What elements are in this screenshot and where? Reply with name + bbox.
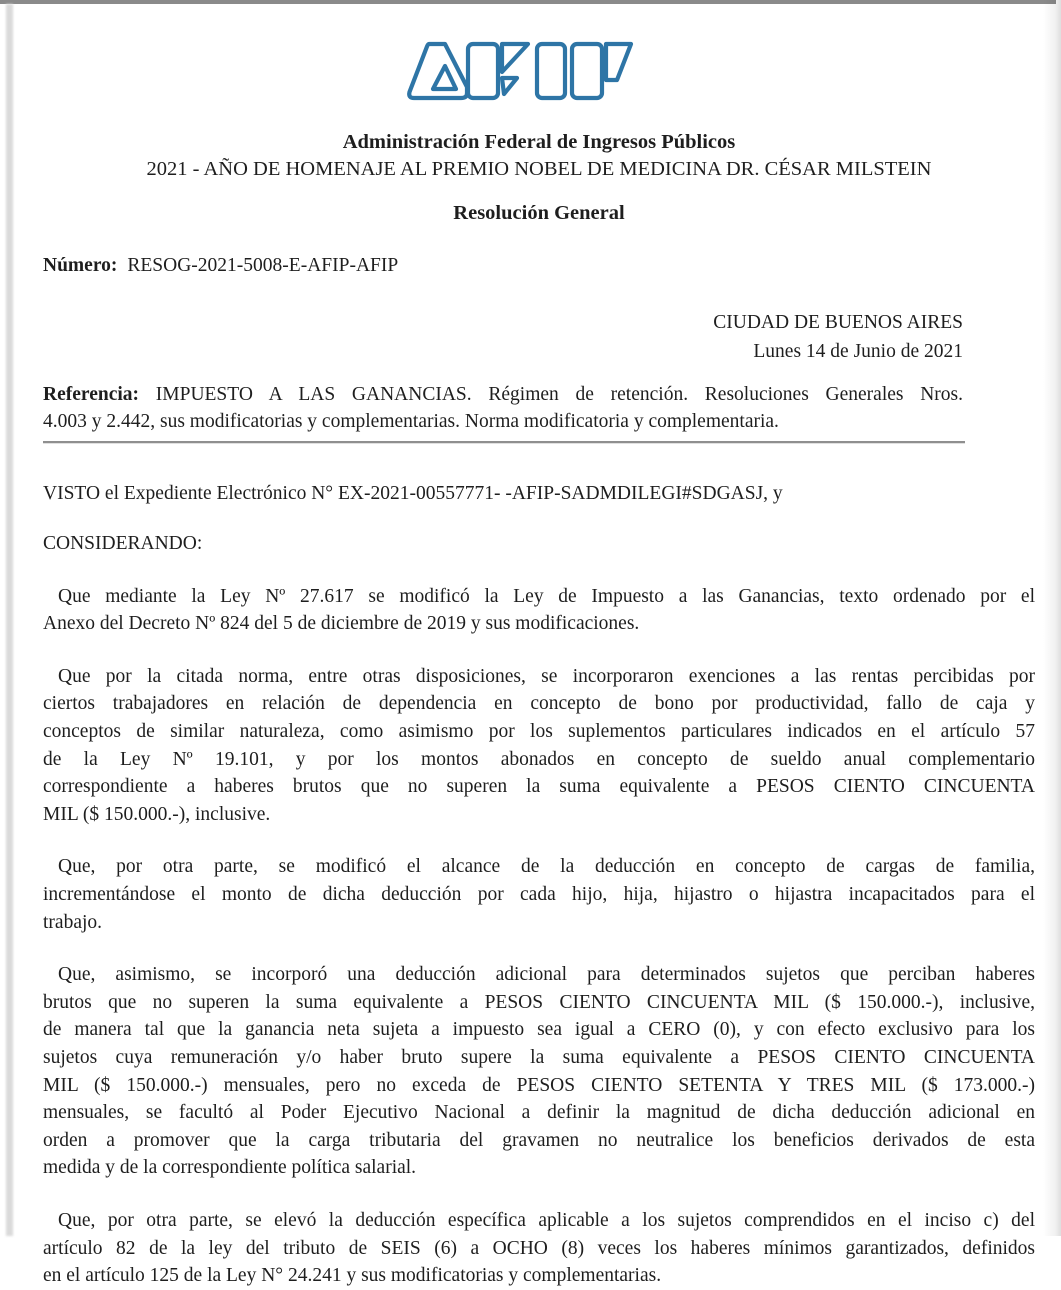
paragraph-line: mensuales, se facultó al Poder Ejecutivo Nacional a definir la magnitud de dicha deducción adicional en — [43, 1102, 1035, 1124]
paragraph-line: medida y de la correspondiente política salarial. — [43, 1157, 417, 1179]
paragraph-line: Que, por otra parte, se modificó el alcance de la deducción en concepto de cargas de familia, — [58, 856, 1035, 878]
paragraph-line: MIL ($ 150.000.-), inclusive. — [43, 803, 271, 825]
paragraph-line: sujetos cuya remuneración y/o haber bruto supere la suma equivalente a PESOS CIENTO CINCUENTA — [43, 1047, 1035, 1068]
paragraph-line: incrementándose el monto de dicha deducción por cada hijo, hija, hijastro o hijastra incapacitados para el — [43, 884, 1035, 906]
year-motto: 2021 - AÑO DE HOMENAJE AL PREMIO NOBEL DE MEDICINA DR. CÉSAR MILSTEIN — [146, 158, 932, 180]
considerando-heading: CONSIDERANDO: — [43, 533, 203, 555]
document-meta — [43, 252, 963, 444]
paragraph — [43, 663, 1035, 829]
visto-line: VISTO el Expediente Electrónico N° EX-2021-00557771- -AFIP-SADMDILEGI#SDGASJ, y — [43, 482, 783, 504]
numero-label: Número: — [43, 255, 118, 276]
document-header — [43, 0, 1035, 226]
considerando-paragraphs — [43, 583, 1035, 1290]
paragraph-line: Que, por otra parte, se elevó la deducción específica aplicable a los sujetos comprendidos en el inciso c) del — [58, 1209, 1035, 1231]
paragraph-line: Que por la citada norma, entre otras disposiciones, se incorporaron exenciones a las rentas percibidas por — [58, 665, 1035, 687]
date-line: Lunes 14 de Junio de 2021 — [753, 341, 963, 362]
city-line: CIUDAD DE BUENOS AIRES — [713, 311, 963, 333]
paragraph — [43, 853, 1035, 936]
paragraph-line: de manera tal que la ganancia neta sujeta a impuesto sea igual a CERO (0), y con efecto exclusivo para los — [43, 1019, 1035, 1041]
paragraph-line: ciertos trabajadores en relación de dependencia en concepto de bono por productividad, fallo de caja y — [43, 693, 1035, 715]
paragraph-line: Anexo del Decreto Nº 824 del 5 de diciembre de 2019 y sus modificaciones. — [43, 613, 640, 635]
paragraph-line: en el artículo 125 de la Ley N° 24.241 y sus modificatorias y complementarias. — [43, 1265, 662, 1287]
scan-edge-left — [6, 4, 13, 1236]
paragraph-line: trabajo. — [43, 911, 103, 933]
referencia-line-1 — [43, 381, 963, 409]
doc-type-title: Resolución General — [453, 202, 625, 224]
paragraph-line: artículo 82 de la ley del tributo de SEIS (6) a OCHO (8) veces los haberes mínimos garantizados, definidos — [43, 1237, 1035, 1259]
scan-edge-right — [1043, 0, 1061, 1236]
afip-logo — [43, 0, 1035, 105]
afip-logo-icon — [404, 42, 634, 100]
paragraph-line: correspondiente a haberes brutos que no superen la suma equivalente a PESOS CIENTO CINCUENTA — [43, 776, 1035, 798]
paragraph-line: brutos que no superen la suma equivalente a PESOS CIENTO CINCUENTA MIL ($ 150.000.-), inclusive, — [43, 991, 1035, 1013]
numero-row — [43, 252, 963, 280]
paragraph-line: de la Ley Nº 19.101, y por los montos abonados en concepto de sueldo anual complementario — [43, 748, 1035, 770]
paragraph — [43, 1207, 1035, 1290]
referencia-block — [43, 381, 963, 436]
separator-rule — [43, 441, 965, 444]
document-body — [43, 480, 1035, 1290]
paragraph-line: MIL ($ 150.000.-) mensuales, pero no exceda de PESOS CIENTO SETENTA Y TRES MIL ($ 173.000.-) — [43, 1074, 1035, 1096]
paragraph — [43, 961, 1035, 1182]
referencia-line-2: 4.003 y 2.442, sus modificatorias y complementarias. Norma modificatoria y complementaria. — [43, 411, 779, 432]
paragraph-line: orden a promover que la carga tributaria del gravamen no neutralice los beneficios derivados de esta — [43, 1129, 1035, 1151]
paragraph-line: Que, asimismo, se incorporó una deducción adicional para determinados sujetos que perciban haberes — [58, 964, 1035, 986]
paragraph-line: conceptos de similar naturaleza, como asimismo por los suplementos particulares indicados en el artículo 57 — [43, 721, 1035, 743]
referencia-text: IMPUESTO A LAS GANANCIAS. Régimen de retención. Resoluciones Generales Nros. — [155, 383, 964, 405]
paragraph-line: Que mediante la Ley Nº 27.617 se modificó la Ley de Impuesto a las Ganancias, texto ordenado por el — [58, 585, 1035, 607]
paragraph — [43, 583, 1035, 638]
referencia-label: Referencia: — [43, 383, 140, 405]
org-name: Administración Federal de Ingresos Públicos — [342, 131, 736, 153]
numero-value: RESOG-2021-5008-E-AFIP-AFIP — [127, 255, 399, 276]
